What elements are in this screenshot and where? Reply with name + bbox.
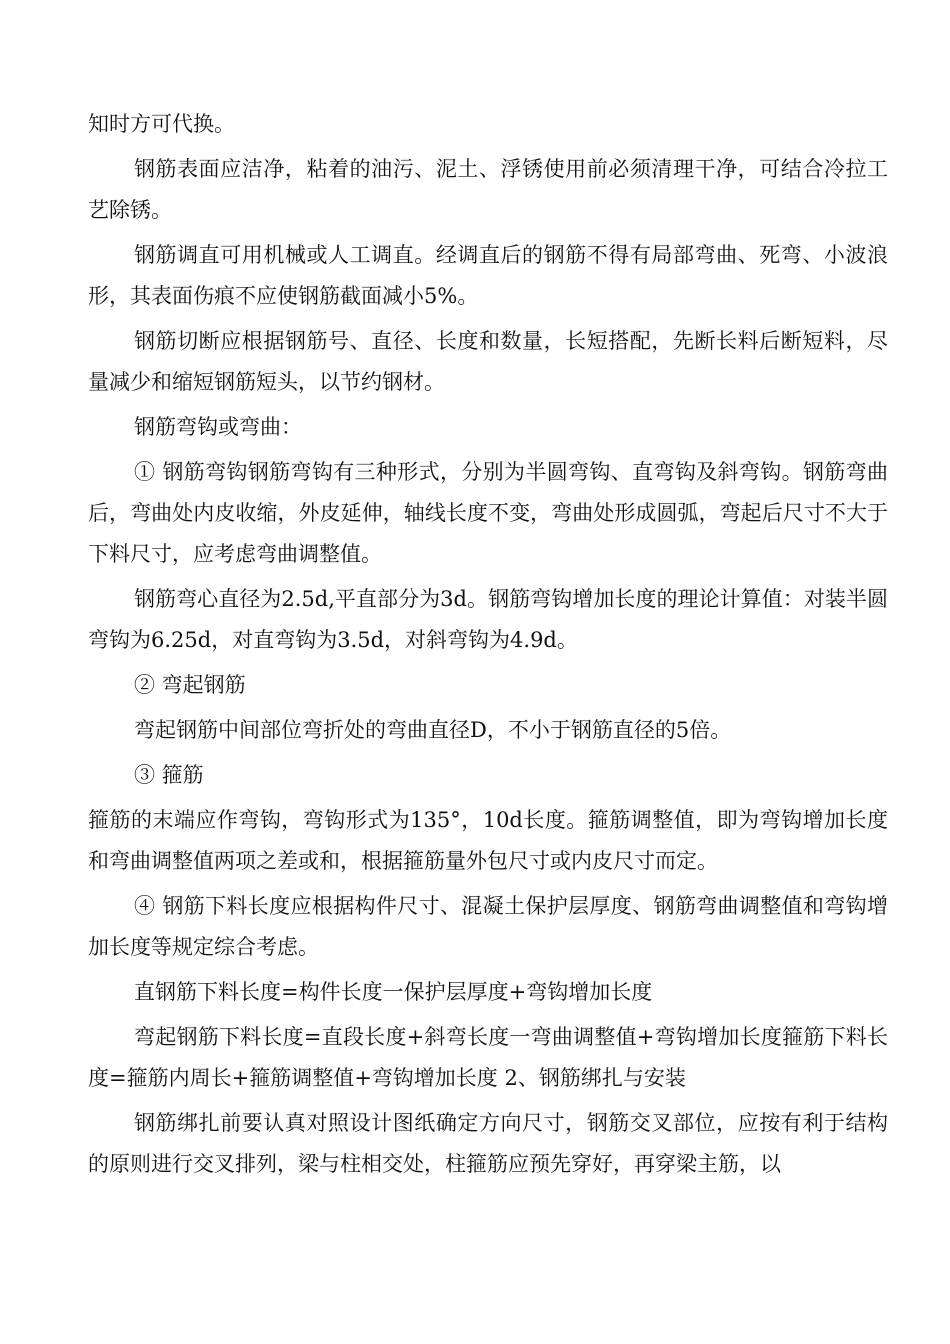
paragraph-stirrup-hooks: 箍筋的末端应作弯钩，弯钩形式为135°，10d长度。箍筋调整值，即为弯钩增加长度和弯曲调整值两项之差或和，根据箍筋量外包尺寸或内皮尺寸而定。 — [88, 808, 888, 873]
document-body — [88, 104, 888, 1189]
paragraph-bent-bar-diameter: 弯起钢筋中间部位弯折处的弯曲直径D，不小于钢筋直径的5倍。 — [134, 718, 732, 742]
paragraph-tying-installation: 钢筋绑扎前要认真对照设计图纸确定方向尺寸，钢筋交叉部位，应按有利于结构的原则进行交叉排列，梁与柱相交处，柱箍筋应预先穿好，再穿梁主筋，以 — [88, 1111, 888, 1176]
paragraph-bend-diameter: 钢筋弯心直径为2.5d,平直部分为3d。钢筋弯钩增加长度的理论计算值：对装半圆弯钩为6.25d，对直弯钩为3.5d，对斜弯钩为4.9d。 — [88, 587, 888, 652]
paragraph-continuation: 知时方可代换。 — [88, 112, 235, 136]
paragraph-straight-bar-formula: 直钢筋下料长度=构件长度一保护层厚度+弯钩增加长度 — [134, 980, 653, 1004]
paragraph-bent-bar-formula: 弯起钢筋下料长度=直段长度+斜弯长度一弯曲调整值+弯钩增加长度箍筋下料长度=箍筋内周长+箍筋调整值+弯钩增加长度 2、钢筋绑扎与安装 — [88, 1025, 888, 1090]
paragraph-item-1-hooks: ① 钢筋弯钩钢筋弯钩有三种形式，分别为半圆弯钩、直弯钩及斜弯钩。钢筋弯曲后，弯曲处内皮收缩，外皮延伸，轴线长度不变，弯曲处形成圆弧，弯起后尺寸不大于下料尺寸，应考虑弯曲调整值。 — [88, 460, 888, 566]
paragraph-item-3-heading: ③ 箍筋 — [134, 763, 204, 787]
paragraph-surface-cleaning: 钢筋表面应洁净，粘着的油污、泥土、浮锈使用前必须清理干净，可结合冷拉工艺除锈。 — [88, 157, 888, 222]
paragraph-item-2-heading: ② 弯起钢筋 — [134, 673, 246, 697]
paragraph-straightening: 钢筋调直可用机械或人工调直。经调直后的钢筋不得有局部弯曲、死弯、小波浪形，其表面伤痕不应使钢筋截面减小5%。 — [88, 243, 888, 308]
paragraph-item-4-cut-length: ④ 钢筋下料长度应根据构件尺寸、混凝土保护层厚度、钢筋弯曲调整值和弯钩增加长度等规定综合考虑。 — [88, 894, 888, 959]
paragraph-cutting: 钢筋切断应根据钢筋号、直径、长度和数量，长短搭配，先断长料后断短料，尽量减少和缩短钢筋短头，以节约钢材。 — [88, 329, 888, 394]
paragraph-hook-bending-heading: 钢筋弯钩或弯曲： — [134, 415, 302, 439]
